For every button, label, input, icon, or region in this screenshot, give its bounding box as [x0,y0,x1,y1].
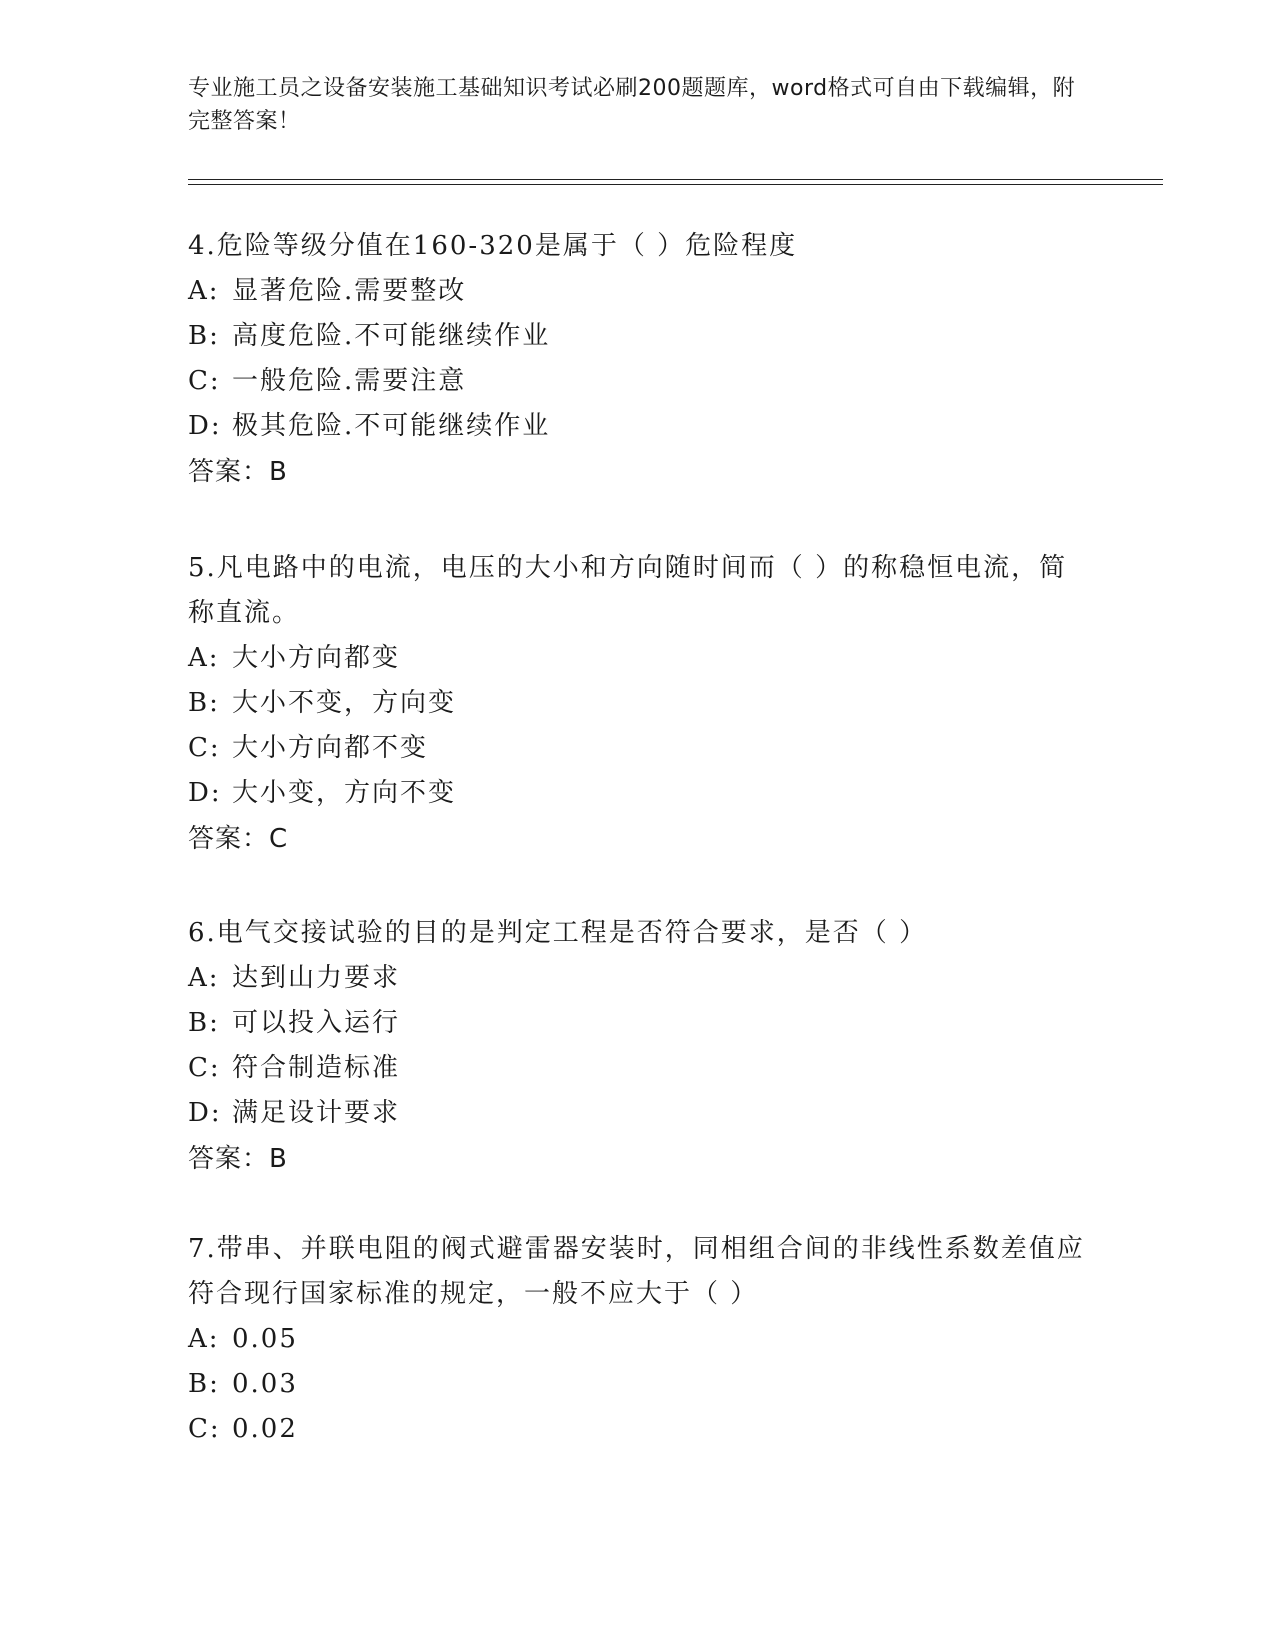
option-key: B: [188,1369,220,1399]
option-key: B: [188,1008,220,1038]
question-stem: 4.危险等级分值在160-320是属于（ ）危险程度 [188,231,798,261]
option-key: C: [188,366,221,396]
option-b [188,681,1088,726]
option-b [188,314,1088,359]
answer-line: 答案：B [188,457,288,487]
option-text: 满足设计要求 [232,1098,401,1128]
option-text: 0.02 [232,1414,298,1444]
option-a [188,956,1088,1001]
option-text: 高度危险.不可能继续作业 [232,321,551,351]
option-key: B: [188,321,220,351]
option-d [188,771,1088,816]
option-text: 大小方向都不变 [232,733,429,763]
option-c [188,1407,1088,1452]
option-a [188,636,1088,681]
question-stem: 7.带串、并联电阻的阀式避雷器安装时，同相组合间的非线性系数差值应符合现行国家标准的规定，一般不应大于（ ） [188,1234,1085,1309]
option-key: D: [188,411,222,441]
option-d [188,404,1088,449]
option-key: D: [188,1098,222,1128]
option-text: 大小方向都变 [232,643,401,673]
question-5 [188,546,1088,862]
option-text: 一般危险.需要注意 [232,366,467,396]
option-text: 符合制造标准 [232,1053,401,1083]
option-c [188,359,1088,404]
option-b [188,1001,1088,1046]
option-text: 0.03 [232,1369,298,1399]
option-d [188,1091,1088,1136]
option-key: A: [188,276,220,306]
option-a [188,269,1088,314]
option-a [188,1317,1088,1362]
option-c [188,726,1088,771]
option-text: 极其危险.不可能继续作业 [232,411,551,441]
option-key: A: [188,643,220,673]
option-key: A: [188,963,220,993]
option-text: 可以投入运行 [232,1008,401,1038]
option-text: 大小不变，方向变 [232,688,457,718]
header-divider [188,179,1163,185]
answer-line: 答案：C [188,824,289,854]
option-text: 大小变，方向不变 [232,778,457,808]
question-stem: 6.电气交接试验的目的是判定工程是否符合要求，是否（ ） [188,918,928,948]
question-4 [188,224,1088,495]
option-key: C: [188,733,221,763]
question-6 [188,911,1088,1182]
option-key: C: [188,1053,221,1083]
option-text: 0.05 [232,1324,298,1354]
option-text: 显著危险.需要整改 [232,276,467,306]
option-key: D: [188,778,222,808]
option-text: 达到山力要求 [232,963,401,993]
option-c [188,1046,1088,1091]
answer-line: 答案：B [188,1144,288,1174]
option-key: A: [188,1324,220,1354]
question-7 [188,1227,1088,1452]
option-key: B: [188,688,220,718]
option-b [188,1362,1088,1407]
question-stem: 5.凡电路中的电流，电压的大小和方向随时间而（ ）的称稳恒电流，简称直流。 [188,553,1068,628]
document-intro: 专业施工员之设备安装施工基础知识考试必刷200题题库，word格式可自由下载编辑，附完整答案！ [188,76,1076,134]
option-key: C: [188,1414,221,1444]
